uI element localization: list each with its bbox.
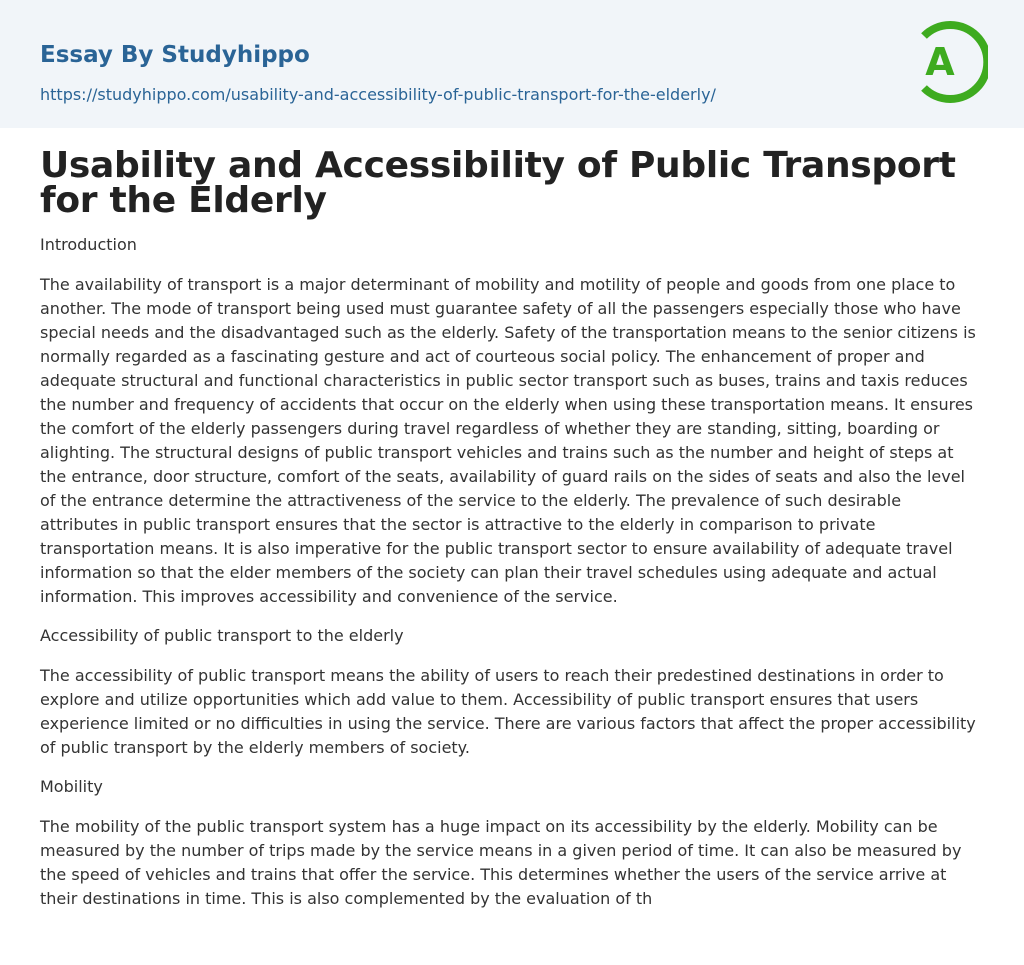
studyhippo-logo-icon[interactable]: [912, 18, 988, 106]
page-header: [0, 0, 1024, 128]
section-heading-accessibility: Accessibility of public transport to the elderly: [40, 626, 404, 645]
page-title: Usability and Accessibility of Public Transport for the Elderly: [40, 145, 956, 221]
logo-letter: A: [925, 40, 955, 84]
section-heading-introduction: Introduction: [40, 235, 137, 254]
section-body-introduction: The availability of transport is a major determinant of mobility and motility of people and goods from one place to another. The mode of transport being used must guarantee safety of all the passengers especially those who have special needs and the disadvantaged such as the elderly. Safety of the transportation means to the senior citizens is normally regarded as a fascinating gesture and act of courteous social policy. The enhancement of proper and adequate structural and functional characteristics in public sector transport such as buses, trains and taxis reduces the number and frequency of accidents that occur on the elderly when using these transportation means. It ensures the comfort of the elderly passengers during travel regardless of whether they are standing, sitting, boarding or alighting. The structural designs of public transport vehicles and trains such as the number and height of steps at the entrance, door structure, comfort of the seats, availability of guard rails on the sides of seats and also the level of the entrance determine the attractiveness of the service to the elderly. The prevalence of such desirable attributes in public transport ensures that the sector is attractive to the elderly in comparison to private transportation means. It is also imperative for the public transport sector to ensure availability of adequate travel information so that the elder members of the society can plan their travel schedules using adequate and actual information. This improves accessibility and convenience of the service.: [40, 275, 976, 606]
section-body-accessibility: The accessibility of public transport means the ability of users to reach their predestined destinations in order to explore and utilize opportunities which add value to them. Accessibility of public transport ensures that users experience limited or no difficulties in using the service. There are various factors that affect the proper accessibility of public transport by the elderly members of society.: [40, 666, 976, 757]
section-heading-mobility: Mobility: [40, 777, 103, 796]
article: [40, 145, 984, 911]
brand-title[interactable]: Essay By Studyhippo: [40, 42, 310, 68]
source-url-link[interactable]: https://studyhippo.com/usability-and-accessibility-of-public-transport-for-the-elderly/: [40, 85, 716, 104]
section-body-mobility: The mobility of the public transport system has a huge impact on its accessibility by the elderly. Mobility can be measured by the number of trips made by the service means in a given period of time. It can also be measured by the speed of vehicles and trains that offer the service. This determines whether the users of the service arrive at their destinations in time. This is also complemented by the evaluation of th: [40, 817, 962, 908]
